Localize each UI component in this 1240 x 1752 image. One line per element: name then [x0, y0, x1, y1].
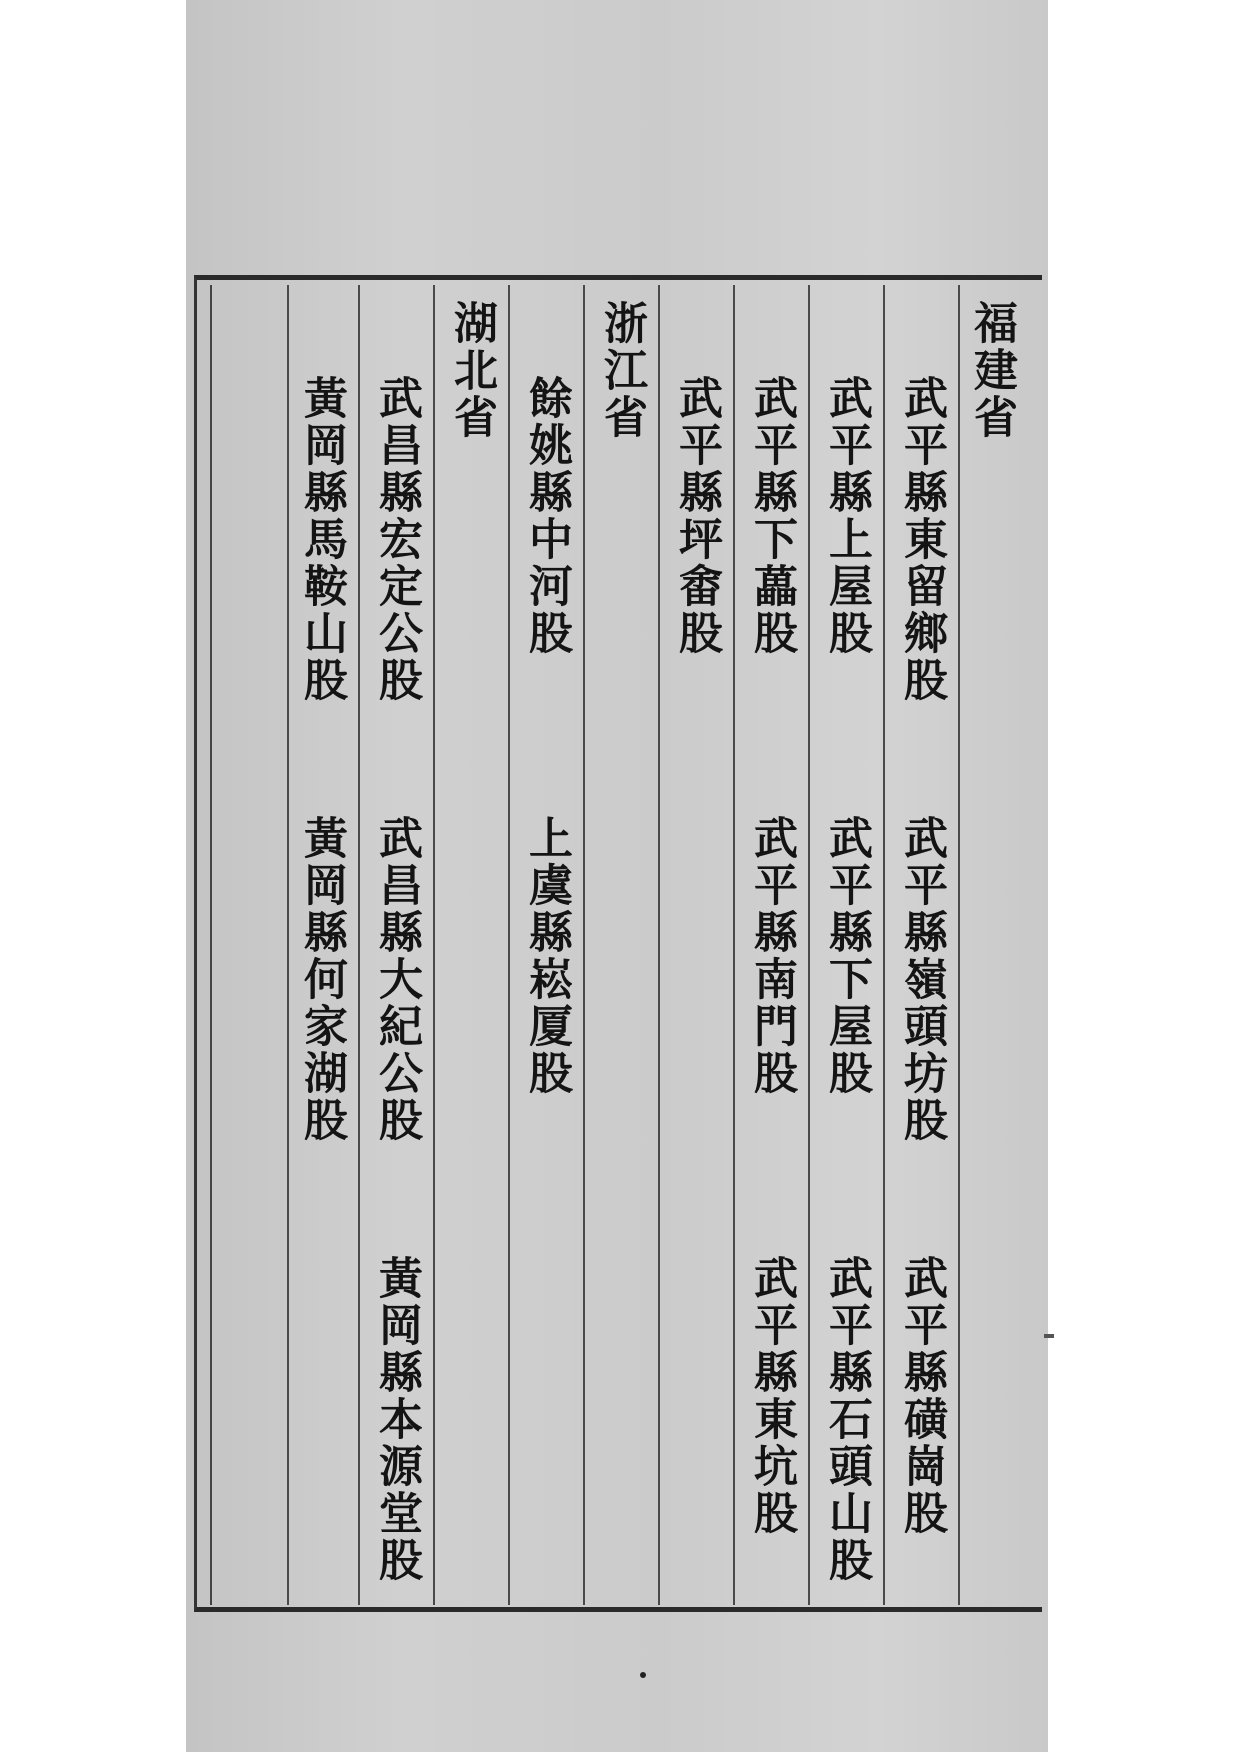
lineage-entry: 黃岡縣馬鞍山股: [296, 375, 347, 704]
column-rule: [508, 285, 510, 1605]
lineage-entry: 武平縣東坑股: [746, 1255, 797, 1537]
lineage-entry: 武平縣石頭山股: [821, 1255, 872, 1584]
lineage-entry: 武平縣上屋股: [821, 375, 872, 657]
province-heading: 湖北省: [446, 300, 497, 441]
lineage-entry: 武昌縣宏定公股: [371, 375, 422, 704]
lineage-entry: 武平縣南門股: [746, 815, 797, 1097]
lineage-entry: 武平縣嶺頭坊股: [896, 815, 947, 1144]
column-rule: [583, 285, 585, 1605]
column-rule: [358, 285, 360, 1605]
column-rule: [287, 285, 289, 1605]
lineage-entry: 上虞縣崧厦股: [521, 815, 572, 1097]
lineage-entry: 黃岡縣何家湖股: [296, 815, 347, 1144]
column-rule: [883, 285, 885, 1605]
lineage-entry: 武平縣坪畬股: [671, 375, 722, 657]
province-heading: 浙江省: [596, 300, 647, 441]
column-rule: [958, 285, 960, 1605]
lineage-entry: 武昌縣大紀公股: [371, 815, 422, 1144]
lineage-entry: 黃岡縣本源堂股: [371, 1255, 422, 1584]
lineage-entry: 餘姚縣中河股: [521, 375, 572, 657]
column-rule: [808, 285, 810, 1605]
lineage-entry: 武平縣東留鄉股: [896, 375, 947, 704]
column-rule: [433, 285, 435, 1605]
binding-mark: [1044, 1334, 1054, 1338]
column-rule: [658, 285, 660, 1605]
lineage-entry: 武平縣磺崗股: [896, 1255, 947, 1537]
lineage-entry: 武平縣下屋股: [821, 815, 872, 1097]
lineage-entry: 武平縣下藟股: [746, 375, 797, 657]
province-heading: 福建省: [966, 300, 1017, 441]
ink-speck: [640, 1672, 646, 1678]
column-rule: [733, 285, 735, 1605]
